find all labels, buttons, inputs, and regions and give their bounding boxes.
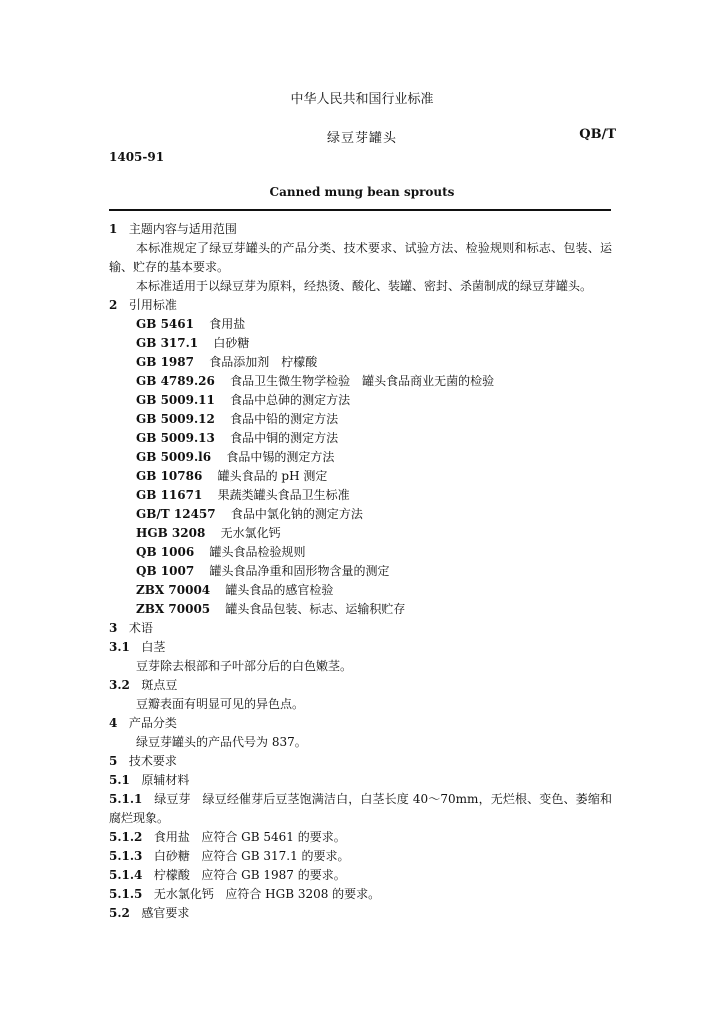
section-heading: [109, 296, 612, 315]
requirement-item: [109, 885, 612, 904]
reference-code: GB 5461: [136, 317, 194, 331]
requirement-name: 柠檬酸: [153, 868, 190, 882]
reference-item: [109, 429, 612, 448]
reference-name: 食品中氯化钠的测定方法: [230, 507, 363, 521]
subsection-title: 原辅材料: [141, 773, 190, 787]
requirement-item: [109, 866, 612, 885]
section-title: 引用标准: [128, 298, 177, 312]
reference-code: GB 11671: [136, 488, 203, 502]
english-title: Canned mung bean sprouts: [269, 185, 455, 199]
section-title: 技术要求: [128, 754, 177, 768]
requirement-number: 5.1.2: [109, 830, 143, 844]
reference-code: GB 5009.l6: [136, 450, 212, 464]
subsection-number: 3.2: [109, 678, 130, 692]
section-heading: [109, 220, 612, 239]
standard-code-part1: QB/T: [579, 127, 616, 142]
subsection-number: 5.1: [109, 773, 130, 787]
reference-item: [109, 410, 612, 429]
reference-name: 食品中锡的测定方法: [226, 450, 335, 464]
reference-code: QB 1006: [136, 545, 195, 559]
requirement-text: 应符合 GB 1987 的要求。: [201, 868, 346, 882]
reference-item: [109, 600, 612, 619]
reference-code: QB 1007: [136, 564, 195, 578]
subsection-title: 斑点豆: [141, 678, 178, 692]
requirement-item: [109, 828, 612, 847]
subsection-title: 白茎: [141, 640, 166, 654]
reference-name: 食品中铜的测定方法: [230, 431, 339, 445]
reference-item: [109, 524, 612, 543]
reference-name: 无水氯化钙: [220, 526, 281, 540]
subsection-number: 3.1: [109, 640, 130, 654]
definition-text: 豆芽除去根部和子叶部分后的白色嫩茎。: [136, 659, 353, 673]
document-title: 绿豆芽罐头: [326, 131, 397, 146]
section-number: 3: [109, 621, 118, 635]
reference-name: 食品中铅的测定方法: [230, 412, 339, 426]
standard-code-part2: 1405-91: [109, 150, 165, 164]
paragraph: 绿豆芽罐头的产品代号为 837。: [136, 735, 307, 749]
subsection-heading: [109, 771, 612, 790]
standard-title: 中华人民共和国行业标准: [290, 92, 434, 107]
section-number: 2: [109, 298, 118, 312]
reference-item: [109, 505, 612, 524]
reference-item: [109, 581, 612, 600]
requirement-text: 绿豆经催芽后豆茎饱满洁白，白茎长度 40～70mm，无烂根、变色、萎缩和腐烂现象。: [109, 792, 612, 825]
paragraph: 本标准适用于以绿豆芽为原料，经热烫、酸化、装罐、密封、杀菌制成的绿豆芽罐头。: [136, 279, 593, 293]
reference-code: GB/T 12457: [136, 507, 216, 521]
definition-text: 豆瓣表面有明显可见的异色点。: [136, 697, 305, 711]
requirement-text: 应符合 HGB 3208 的要求。: [225, 887, 381, 901]
requirement-text: 应符合 GB 5461 的要求。: [201, 830, 346, 844]
reference-item: [109, 448, 612, 467]
reference-code: GB 5009.13: [136, 431, 215, 445]
reference-code: ZBX 70005: [136, 602, 211, 616]
reference-name: 果蔬类罐头食品卫生标准: [217, 488, 350, 502]
subsection-number: 5.2: [109, 906, 130, 920]
requirement-number: 5.1.4: [109, 868, 143, 882]
reference-code: GB 5009.11: [136, 393, 215, 407]
reference-item: [109, 334, 612, 353]
reference-name: 白砂糖: [213, 336, 250, 350]
reference-name: 食品中总砷的测定方法: [230, 393, 351, 407]
reference-name: 食品添加剂 柠檬酸: [209, 355, 318, 369]
reference-item: [109, 543, 612, 562]
reference-item: [109, 315, 612, 334]
reference-item: [109, 467, 612, 486]
reference-item: [109, 562, 612, 581]
subsection-title: 感官要求: [141, 906, 190, 920]
reference-item: [109, 372, 612, 391]
section-number: 5: [109, 754, 118, 768]
reference-code: GB 4789.26: [136, 374, 215, 388]
requirement-name: 无水氯化钙: [153, 887, 214, 901]
reference-item: [109, 353, 612, 372]
requirement-item: [109, 847, 612, 866]
requirement-number: 5.1.5: [109, 887, 143, 901]
reference-item: [109, 486, 612, 505]
section-number: 1: [109, 222, 118, 236]
section-heading: [109, 752, 612, 771]
section-title: 术语: [128, 621, 153, 635]
reference-code: GB 5009.12: [136, 412, 215, 426]
requirement-number: 5.1.1: [109, 792, 143, 806]
reference-code: HGB 3208: [136, 526, 206, 540]
reference-code: ZBX 70004: [136, 583, 211, 597]
title-divider: [109, 209, 611, 211]
section-title: 产品分类: [128, 716, 177, 730]
reference-name: 罐头食品的 pH 测定: [217, 469, 328, 483]
reference-code: GB 1987: [136, 355, 194, 369]
reference-code: GB 10786: [136, 469, 203, 483]
subsection-heading: [109, 904, 612, 923]
subsection-heading: [109, 638, 612, 657]
section-heading: [109, 619, 612, 638]
reference-name: 罐头食品净重和固形物含量的测定: [209, 564, 390, 578]
reference-name: 罐头食品的感官检验: [225, 583, 334, 597]
reference-code: GB 317.1: [136, 336, 199, 350]
reference-item: [109, 391, 612, 410]
document-body: [109, 220, 612, 923]
requirement-number: 5.1.3: [109, 849, 143, 863]
requirement-name: 白砂糖: [153, 849, 190, 863]
requirement-text: 应符合 GB 317.1 的要求。: [201, 849, 350, 863]
section-heading: [109, 714, 612, 733]
reference-name: 食用盐: [209, 317, 246, 331]
requirement-name: 食用盐: [153, 830, 190, 844]
reference-name: 罐头食品检验规则: [209, 545, 306, 559]
requirement-item: [109, 790, 612, 828]
reference-name: 食品卫生微生物学检验 罐头食品商业无菌的检验: [230, 374, 495, 388]
section-number: 4: [109, 716, 118, 730]
section-title: 主题内容与适用范围: [128, 222, 237, 236]
requirement-name: 绿豆芽: [154, 792, 191, 806]
subsection-heading: [109, 676, 612, 695]
paragraph: 本标准规定了绿豆芽罐头的产品分类、技术要求、试验方法、检验规则和标志、包装、运输、贮存的基本要求。: [109, 241, 612, 274]
reference-name: 罐头食品包装、标志、运输积贮存: [225, 602, 406, 616]
